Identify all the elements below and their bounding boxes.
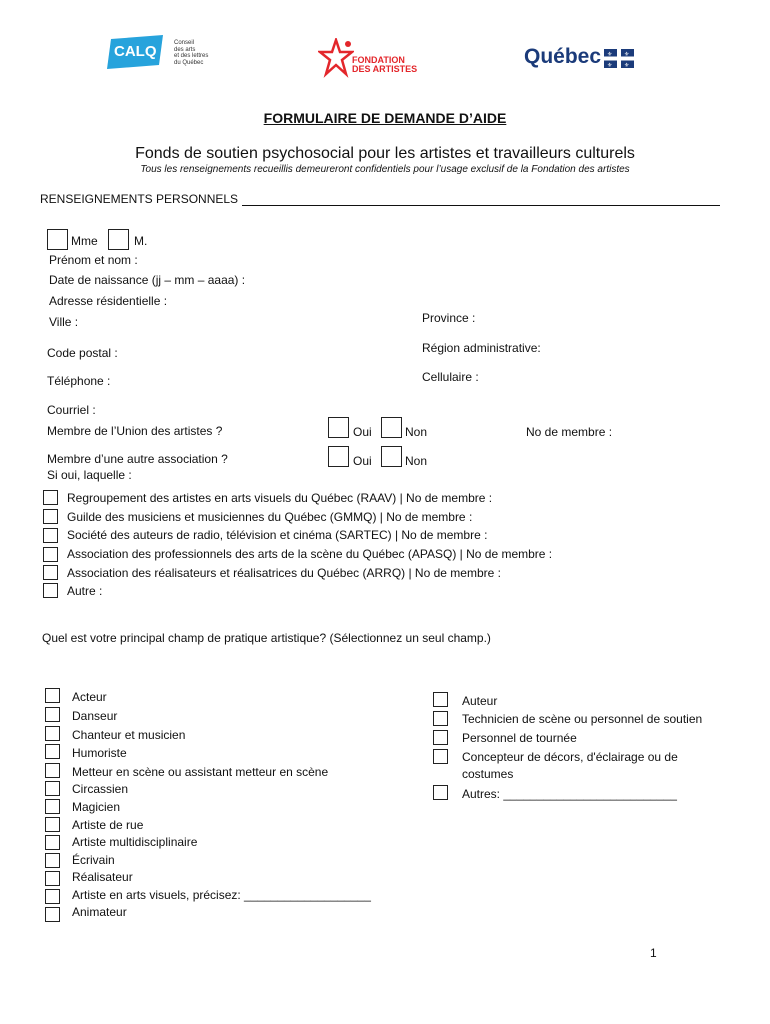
star-figure-icon <box>318 38 354 78</box>
label-city: Ville : <box>49 315 79 329</box>
practice-option: Auteur <box>462 694 498 708</box>
calq-line: et des lettres <box>174 53 209 59</box>
label-union-member-no: No de membre : <box>526 425 613 439</box>
association-autre: Autre : <box>67 584 103 598</box>
practice-option: Écrivain <box>72 853 115 867</box>
checkbox-practice-left[interactable] <box>45 688 60 703</box>
practice-option-continued: costumes <box>462 767 514 781</box>
label-m: M. <box>134 234 148 248</box>
checkbox-practice-right[interactable] <box>433 785 448 800</box>
checkbox-practice-left[interactable] <box>45 817 60 832</box>
practice-option: Personnel de tournée <box>462 731 577 745</box>
fondation-line: DES ARTISTES <box>352 64 418 74</box>
label-name: Prénom et nom : <box>49 253 138 267</box>
label-postal-code: Code postal : <box>47 346 118 360</box>
checkbox-apasq[interactable] <box>43 547 58 562</box>
confidentiality-note: Tous les renseignements recueillis demeureront confidentiels pour l’usage exclusif de la Fondation des artistes <box>140 164 630 175</box>
practice-question: Quel est votre principal champ de pratique artistique? (Sélectionnez un seul champ.) <box>42 631 491 645</box>
label-cell: Cellulaire : <box>422 370 479 384</box>
form-title: FORMULAIRE DE DEMANDE D’AIDE <box>263 110 507 126</box>
label-province: Province : <box>422 311 476 325</box>
label-union-no: Non <box>405 425 428 439</box>
fondation-line: FONDATION <box>352 55 405 65</box>
practice-option: Artiste en arts visuels, précisez: ___________________ <box>72 888 371 902</box>
checkbox-other-no[interactable] <box>381 446 402 467</box>
svg-text:⚜: ⚜ <box>624 63 630 68</box>
section-divider <box>242 205 720 206</box>
label-email: Courriel : <box>47 403 96 417</box>
label-union-yes: Oui <box>353 425 372 439</box>
label-other-association: Membre d’une autre association ? <box>47 452 228 466</box>
checkbox-practice-left[interactable] <box>45 763 60 778</box>
practice-option: Artiste de rue <box>72 818 144 832</box>
checkbox-autre[interactable] <box>43 583 58 598</box>
checkbox-practice-left[interactable] <box>45 853 60 868</box>
practice-option: Danseur <box>72 709 118 723</box>
svg-text:⚜: ⚜ <box>607 63 613 68</box>
practice-option: Concepteur de décors, d'éclairage ou de <box>462 750 678 764</box>
quebec-flag-icon <box>604 49 634 68</box>
association-gmmq: Guilde des musiciens et musiciennes du Québec (GMMQ) | No de membre : <box>67 510 473 524</box>
checkbox-practice-left[interactable] <box>45 907 60 922</box>
label-address: Adresse résidentielle : <box>49 294 168 308</box>
label-which: Si oui, laquelle : <box>47 468 132 482</box>
checkbox-sartec[interactable] <box>43 528 58 543</box>
checkbox-practice-left[interactable] <box>45 835 60 850</box>
practice-option: Acteur <box>72 690 107 704</box>
practice-option: Technicien de scène ou personnel de soutien <box>462 712 703 726</box>
association-raav: Regroupement des artistes en arts visuels du Québec (RAAV) | No de membre : <box>67 491 493 505</box>
checkbox-practice-left[interactable] <box>45 744 60 759</box>
checkbox-union-yes[interactable] <box>328 417 349 438</box>
association-apasq: Association des professionnels des arts de la scène du Québec (APASQ) | No de membre : <box>67 547 553 561</box>
practice-option: Animateur <box>72 905 127 919</box>
association-arrq: Association des réalisateurs et réalisatrices du Québec (ARRQ) | No de membre : <box>67 566 501 580</box>
checkbox-raav[interactable] <box>43 490 58 505</box>
practice-option: Humoriste <box>72 746 127 760</box>
checkbox-practice-left[interactable] <box>45 707 60 722</box>
checkbox-practice-left[interactable] <box>45 781 60 796</box>
svg-text:⚜: ⚜ <box>607 52 613 58</box>
quebec-wordmark: Québec <box>524 45 602 68</box>
checkbox-union-no[interactable] <box>381 417 402 438</box>
checkbox-practice-right[interactable] <box>433 749 448 764</box>
checkbox-arrq[interactable] <box>43 565 58 580</box>
checkbox-practice-left[interactable] <box>45 871 60 886</box>
checkbox-practice-right[interactable] <box>433 692 448 707</box>
calq-name <box>174 40 208 66</box>
calq-line: du Québec <box>174 59 204 66</box>
association-sartec: Société des auteurs de radio, télévision et cinéma (SARTEC) | No de membre : <box>67 528 488 542</box>
form-subtitle: Fonds de soutien psychosocial pour les artistes et travailleurs culturels <box>135 145 635 162</box>
label-birthdate: Date de naissance (jj – mm – aaaa) : <box>49 273 246 287</box>
label-phone: Téléphone : <box>47 374 111 388</box>
svg-text:⚜: ⚜ <box>624 52 630 58</box>
practice-option: Circassien <box>72 782 129 796</box>
section-title: RENSEIGNEMENTS PERSONNELS <box>40 192 239 206</box>
page-number: 1 <box>650 946 657 960</box>
practice-option: Magicien <box>72 800 121 814</box>
checkbox-gmmq[interactable] <box>43 509 58 524</box>
calq-badge-text: CALQ <box>114 43 157 60</box>
practice-option: Chanteur et musicien <box>72 728 186 742</box>
calq-line: Conseil <box>174 40 195 46</box>
calq-line: des arts <box>174 46 196 53</box>
practice-option: Autres: __________________________ <box>462 787 677 801</box>
practice-option: Réalisateur <box>72 870 133 884</box>
label-other-no: Non <box>405 454 428 468</box>
practice-option: Metteur en scène ou assistant metteur en scène <box>72 765 329 779</box>
checkbox-practice-right[interactable] <box>433 711 448 726</box>
checkbox-mme[interactable] <box>47 229 68 250</box>
fondation-name <box>352 56 417 74</box>
label-mme: Mme <box>71 234 98 248</box>
label-region: Région administrative: <box>422 341 541 355</box>
checkbox-other-yes[interactable] <box>328 446 349 467</box>
checkbox-practice-left[interactable] <box>45 889 60 904</box>
checkbox-m[interactable] <box>108 229 129 250</box>
checkbox-practice-left[interactable] <box>45 799 60 814</box>
checkbox-practice-right[interactable] <box>433 730 448 745</box>
label-union: Membre de l’Union des artistes ? <box>47 424 223 438</box>
checkbox-practice-left[interactable] <box>45 726 60 741</box>
practice-option: Artiste multidisciplinaire <box>72 835 198 849</box>
label-other-yes: Oui <box>353 454 372 468</box>
